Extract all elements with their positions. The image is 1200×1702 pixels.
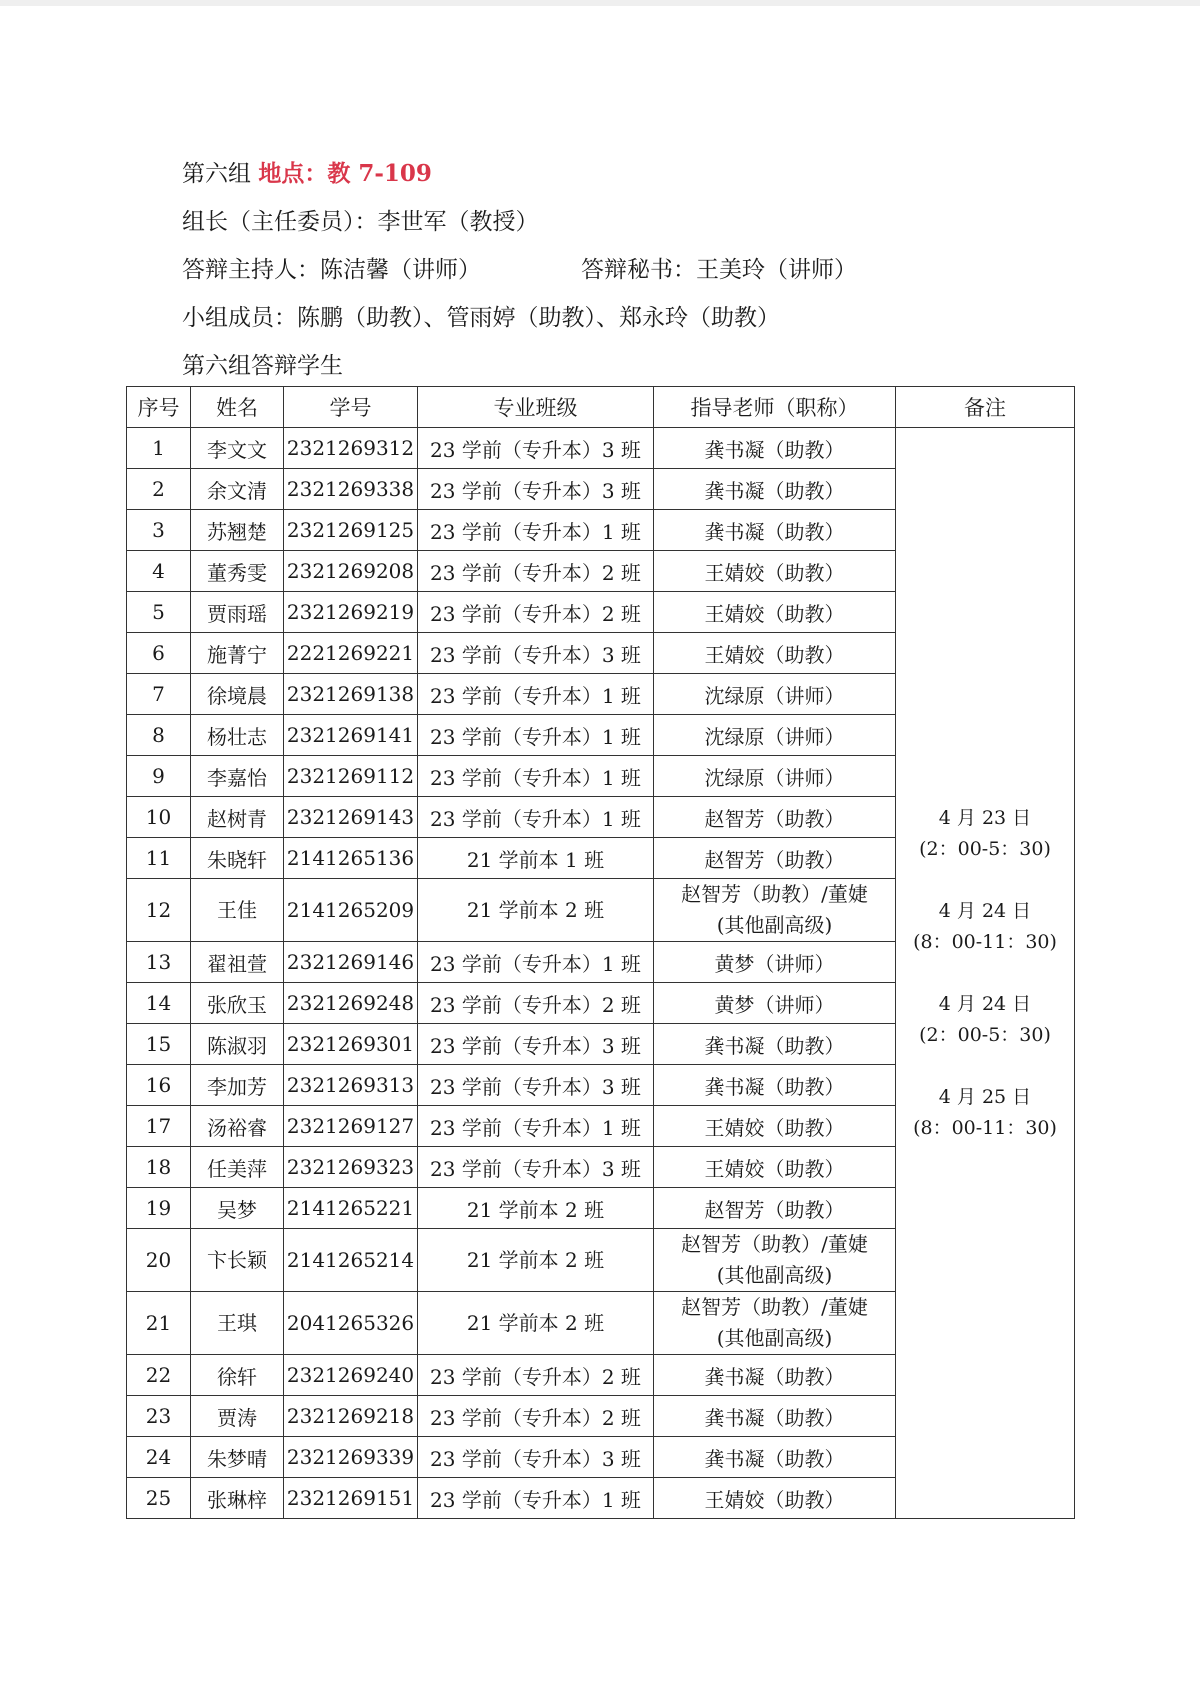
cell-advisor bbox=[654, 1292, 896, 1355]
group-host: 答辩主持人：陈洁馨（讲师） bbox=[182, 257, 481, 283]
advisor-title-line: (其他副高级) bbox=[716, 1326, 833, 1350]
schedule-time: (2：00-5：30) bbox=[919, 1023, 1051, 1046]
header-name: 姓名 bbox=[191, 387, 284, 428]
cell-advisor bbox=[654, 1106, 896, 1147]
cell-advisor bbox=[654, 428, 896, 469]
cell-class: 23 学前（专升本）1 班 bbox=[418, 1106, 654, 1147]
cell-advisor bbox=[654, 1355, 896, 1396]
cell-advisor bbox=[654, 1188, 896, 1229]
advisor-line: 龚书凝（助教） bbox=[704, 1033, 845, 1058]
cell-class: 23 学前（专升本）1 班 bbox=[418, 510, 654, 551]
cell-class: 21 学前本 2 班 bbox=[418, 1229, 654, 1292]
cell-class: 23 学前（专升本）2 班 bbox=[418, 1396, 654, 1437]
cell-class: 21 学前本 1 班 bbox=[418, 838, 654, 879]
advisor-line: 赵智芳（助教）/董婕 bbox=[681, 882, 868, 906]
cell-advisor bbox=[654, 756, 896, 797]
advisor-line: 赵智芳（助教） bbox=[704, 1197, 845, 1222]
cell-no: 4 bbox=[127, 551, 191, 592]
cell-advisor bbox=[654, 1147, 896, 1188]
cell-advisor bbox=[654, 551, 896, 592]
advisor-line: 黄梦（讲师） bbox=[714, 951, 835, 976]
cell-name: 张琳梓 bbox=[191, 1478, 284, 1519]
cell-no: 19 bbox=[127, 1188, 191, 1229]
page-top-edge bbox=[0, 0, 1200, 6]
table-body bbox=[127, 428, 1075, 1519]
cell-advisor bbox=[654, 1478, 896, 1519]
cell-no: 10 bbox=[127, 797, 191, 838]
cell-class: 21 学前本 2 班 bbox=[418, 879, 654, 942]
cell-advisor bbox=[654, 797, 896, 838]
cell-name: 施菁宁 bbox=[191, 633, 284, 674]
cell-id: 2321269141 bbox=[284, 715, 418, 756]
cell-class: 23 学前（专升本）2 班 bbox=[418, 592, 654, 633]
cell-no: 15 bbox=[127, 1024, 191, 1065]
advisor-line: 赵智芳（助教）/董婕 bbox=[681, 1295, 868, 1319]
cell-name: 汤裕睿 bbox=[191, 1106, 284, 1147]
cell-id: 2321269339 bbox=[284, 1437, 418, 1478]
group-title-line bbox=[182, 150, 857, 198]
cell-id: 2041265326 bbox=[284, 1292, 418, 1355]
header-class: 专业班级 bbox=[418, 387, 654, 428]
cell-no: 24 bbox=[127, 1437, 191, 1478]
cell-name: 杨壮志 bbox=[191, 715, 284, 756]
cell-no: 11 bbox=[127, 838, 191, 879]
table-header-row bbox=[127, 387, 1075, 428]
schedule-date: 4 月 25 日 bbox=[938, 1085, 1032, 1108]
cell-advisor bbox=[654, 715, 896, 756]
advisor-line: 龚书凝（助教） bbox=[704, 519, 845, 544]
advisor-line: 王婧姣（助教） bbox=[704, 560, 845, 585]
cell-name: 徐境晨 bbox=[191, 674, 284, 715]
cell-name: 吴梦 bbox=[191, 1188, 284, 1229]
table-row bbox=[127, 428, 1075, 469]
cell-class: 23 学前（专升本）3 班 bbox=[418, 1437, 654, 1478]
cell-id: 2321269112 bbox=[284, 756, 418, 797]
cell-no: 17 bbox=[127, 1106, 191, 1147]
cell-name: 卞长颖 bbox=[191, 1229, 284, 1292]
advisor-line: 龚书凝（助教） bbox=[704, 1405, 845, 1430]
schedule-time: (8：00-11：30) bbox=[913, 930, 1057, 953]
cell-no: 6 bbox=[127, 633, 191, 674]
cell-id: 2321269312 bbox=[284, 428, 418, 469]
group-leader: 组长（主任委员）：李世军（教授） bbox=[182, 209, 539, 235]
advisor-title-line: (其他副高级) bbox=[716, 913, 833, 937]
cell-class: 23 学前（专升本）2 班 bbox=[418, 1355, 654, 1396]
cell-id: 2221269221 bbox=[284, 633, 418, 674]
cell-advisor bbox=[654, 1396, 896, 1437]
cell-id: 2321269301 bbox=[284, 1024, 418, 1065]
cell-id: 2141265214 bbox=[284, 1229, 418, 1292]
cell-id: 2321269127 bbox=[284, 1106, 418, 1147]
cell-class: 23 学前（专升本）2 班 bbox=[418, 551, 654, 592]
cell-no: 12 bbox=[127, 879, 191, 942]
cell-name: 董秀雯 bbox=[191, 551, 284, 592]
cell-name: 李嘉怡 bbox=[191, 756, 284, 797]
cell-name: 贾雨瑶 bbox=[191, 592, 284, 633]
cell-advisor bbox=[654, 1065, 896, 1106]
cell-no: 23 bbox=[127, 1396, 191, 1437]
cell-id: 2141265221 bbox=[284, 1188, 418, 1229]
cell-no: 21 bbox=[127, 1292, 191, 1355]
cell-no: 18 bbox=[127, 1147, 191, 1188]
advisor-line: 龚书凝（助教） bbox=[704, 1074, 845, 1099]
group-secretary: 答辩秘书：王美玲（讲师） bbox=[581, 257, 857, 283]
advisor-line: 沈绿原（讲师） bbox=[704, 765, 845, 790]
cell-advisor bbox=[654, 1229, 896, 1292]
cell-class: 23 学前（专升本）1 班 bbox=[418, 797, 654, 838]
cell-advisor bbox=[654, 983, 896, 1024]
cell-name: 徐轩 bbox=[191, 1355, 284, 1396]
advisor-line: 黄梦（讲师） bbox=[714, 992, 835, 1017]
cell-id: 2321269313 bbox=[284, 1065, 418, 1106]
cell-id: 2321269219 bbox=[284, 592, 418, 633]
cell-name: 王佳 bbox=[191, 879, 284, 942]
advisor-line: 王婧姣（助教） bbox=[704, 601, 845, 626]
header-id: 学号 bbox=[284, 387, 418, 428]
cell-name: 陈淑羽 bbox=[191, 1024, 284, 1065]
cell-no: 13 bbox=[127, 942, 191, 983]
schedule-block bbox=[896, 896, 1074, 958]
cell-class: 23 学前（专升本）3 班 bbox=[418, 428, 654, 469]
cell-no: 1 bbox=[127, 428, 191, 469]
advisor-line: 王婧姣（助教） bbox=[704, 1156, 845, 1181]
cell-no: 25 bbox=[127, 1478, 191, 1519]
advisor-line: 沈绿原（讲师） bbox=[704, 683, 845, 708]
cell-name: 王琪 bbox=[191, 1292, 284, 1355]
cell-class: 23 学前（专升本）3 班 bbox=[418, 1147, 654, 1188]
cell-name: 任美萍 bbox=[191, 1147, 284, 1188]
cell-id: 2321269323 bbox=[284, 1147, 418, 1188]
cell-name: 朱晓轩 bbox=[191, 838, 284, 879]
group-members: 小组成员：陈鹏（助教）、管雨婷（助教）、郑永玲（助教） bbox=[182, 305, 780, 331]
cell-advisor bbox=[654, 592, 896, 633]
cell-class: 23 学前（专升本）3 班 bbox=[418, 1065, 654, 1106]
cell-id: 2321269240 bbox=[284, 1355, 418, 1396]
cell-class: 21 学前本 2 班 bbox=[418, 1292, 654, 1355]
cell-name: 朱梦晴 bbox=[191, 1437, 284, 1478]
advisor-line: 王婧姣（助教） bbox=[704, 1115, 845, 1140]
cell-no: 3 bbox=[127, 510, 191, 551]
cell-id: 2321269338 bbox=[284, 469, 418, 510]
cell-class: 23 学前（专升本）1 班 bbox=[418, 942, 654, 983]
cell-advisor bbox=[654, 1024, 896, 1065]
cell-advisor bbox=[654, 469, 896, 510]
cell-advisor bbox=[654, 674, 896, 715]
cell-no: 9 bbox=[127, 756, 191, 797]
cell-class: 23 学前（专升本）3 班 bbox=[418, 633, 654, 674]
cell-id: 2321269208 bbox=[284, 551, 418, 592]
cell-no: 7 bbox=[127, 674, 191, 715]
header-note: 备注 bbox=[896, 387, 1075, 428]
cell-id: 2321269146 bbox=[284, 942, 418, 983]
advisor-line: 龚书凝（助教） bbox=[704, 1364, 845, 1389]
group-location: 地点：教 7-109 bbox=[258, 160, 432, 187]
group-header bbox=[182, 150, 857, 390]
host-secretary-line bbox=[182, 246, 857, 294]
cell-id: 2321269143 bbox=[284, 797, 418, 838]
cell-id: 2321269151 bbox=[284, 1478, 418, 1519]
cell-name: 张欣玉 bbox=[191, 983, 284, 1024]
header-advisor: 指导老师（职称） bbox=[654, 387, 896, 428]
cell-id: 2321269138 bbox=[284, 674, 418, 715]
cell-no: 8 bbox=[127, 715, 191, 756]
cell-class: 23 学前（专升本）3 班 bbox=[418, 1024, 654, 1065]
cell-no: 22 bbox=[127, 1355, 191, 1396]
cell-id: 2321269248 bbox=[284, 983, 418, 1024]
cell-class: 23 学前（专升本）2 班 bbox=[418, 983, 654, 1024]
cell-no: 2 bbox=[127, 469, 191, 510]
schedule-block bbox=[896, 803, 1074, 865]
cell-no: 16 bbox=[127, 1065, 191, 1106]
cell-id: 2321269218 bbox=[284, 1396, 418, 1437]
advisor-line: 王婧姣（助教） bbox=[704, 642, 845, 667]
schedule-date: 4 月 24 日 bbox=[938, 899, 1032, 922]
cell-advisor bbox=[654, 633, 896, 674]
cell-name: 赵树青 bbox=[191, 797, 284, 838]
cell-advisor bbox=[654, 510, 896, 551]
group-label: 第六组 bbox=[182, 161, 251, 187]
cell-advisor bbox=[654, 942, 896, 983]
schedule-time: (2：00-5：30) bbox=[919, 837, 1051, 860]
schedule-date: 4 月 24 日 bbox=[938, 992, 1032, 1015]
cell-no: 20 bbox=[127, 1229, 191, 1292]
cell-id: 2321269125 bbox=[284, 510, 418, 551]
cell-class: 23 学前（专升本）3 班 bbox=[418, 469, 654, 510]
advisor-line: 王婧姣（助教） bbox=[704, 1487, 845, 1512]
advisor-line: 沈绿原（讲师） bbox=[704, 724, 845, 749]
cell-name: 余文清 bbox=[191, 469, 284, 510]
schedule-date: 4 月 23 日 bbox=[938, 806, 1032, 829]
cell-advisor bbox=[654, 879, 896, 942]
advisor-line: 龚书凝（助教） bbox=[704, 437, 845, 462]
cell-class: 21 学前本 2 班 bbox=[418, 1188, 654, 1229]
advisor-line: 赵智芳（助教） bbox=[704, 806, 845, 831]
advisor-line: 龚书凝（助教） bbox=[704, 478, 845, 503]
cell-name: 翟祖萱 bbox=[191, 942, 284, 983]
advisor-line: 赵智芳（助教）/董婕 bbox=[681, 1232, 868, 1256]
students-title: 第六组答辩学生 bbox=[182, 353, 343, 379]
cell-class: 23 学前（专升本）1 班 bbox=[418, 756, 654, 797]
schedule-time: (8：00-11：30) bbox=[913, 1116, 1057, 1139]
cell-class: 23 学前（专升本）1 班 bbox=[418, 1478, 654, 1519]
cell-name: 李文文 bbox=[191, 428, 284, 469]
students-table bbox=[126, 386, 1075, 1519]
cell-advisor bbox=[654, 838, 896, 879]
cell-note-schedule bbox=[896, 428, 1075, 1519]
advisor-title-line: (其他副高级) bbox=[716, 1263, 833, 1287]
cell-name: 苏翘楚 bbox=[191, 510, 284, 551]
advisor-line: 龚书凝（助教） bbox=[704, 1446, 845, 1471]
cell-name: 李加芳 bbox=[191, 1065, 284, 1106]
advisor-line: 赵智芳（助教） bbox=[704, 847, 845, 872]
header-no: 序号 bbox=[127, 387, 191, 428]
cell-name: 贾涛 bbox=[191, 1396, 284, 1437]
cell-class: 23 学前（专升本）1 班 bbox=[418, 715, 654, 756]
cell-id: 2141265136 bbox=[284, 838, 418, 879]
cell-advisor bbox=[654, 1437, 896, 1478]
cell-id: 2141265209 bbox=[284, 879, 418, 942]
cell-no: 5 bbox=[127, 592, 191, 633]
cell-class: 23 学前（专升本）1 班 bbox=[418, 674, 654, 715]
schedule-block bbox=[896, 989, 1074, 1051]
schedule-block bbox=[896, 1082, 1074, 1144]
cell-no: 14 bbox=[127, 983, 191, 1024]
